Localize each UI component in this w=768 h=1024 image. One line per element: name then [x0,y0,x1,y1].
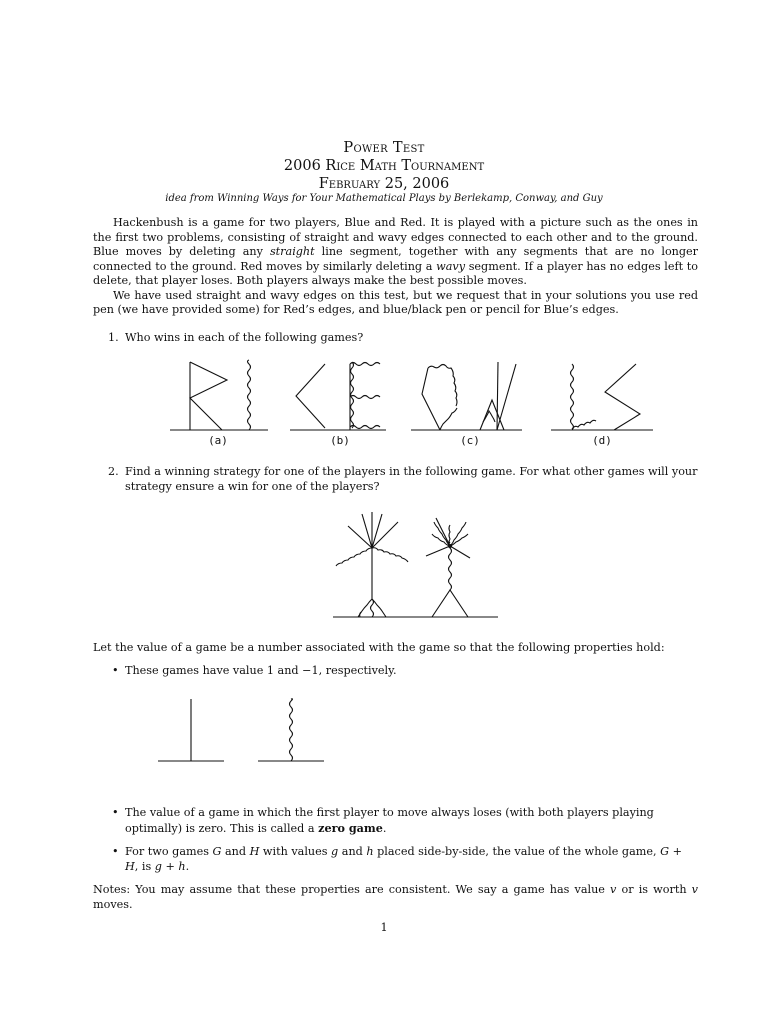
var-v: v [610,883,617,896]
bullet-2-text-a: The value of a game in which the first player to move always loses (with both players playing optimally) is zero. This is called a [125,806,654,835]
intro-p1-b: line segment, together with any segments that are no longer connected to the ground. Red moves by similarly deleting a [93,245,699,273]
expr-G-plus-H: G + H [125,845,682,873]
figure-d-label: (d) [592,434,612,447]
figure-b-label: (b) [330,434,350,447]
figure-a-label: (a) [208,434,228,447]
problem-2-text: Find a winning strategy for one of the players in the following game. For what other games will your strategy ensure a win for one of the players? [125,465,698,493]
bullet-dot: • [112,845,119,858]
problem-1-text: Who wins in each of the following games? [125,331,364,344]
intro-p1-straight: straight [269,245,315,258]
var-g: g [331,845,339,858]
zero-game-term: zero game [318,820,383,835]
value-definition: Let the value of a game be a number associated with the game so that the following properties hold: [93,641,665,654]
intro-p1-wavy: wavy [436,259,466,273]
problem-1-number: 1. [108,331,119,344]
bullet-1-text: These games have value 1 and −1, respectively. [125,664,397,677]
value-one-figure [158,699,224,761]
bullet-3-and2: and [338,845,367,858]
intro-p1-c: segment. If a player has no edges left to delete, that player loses. Both players always make the best possible moves. [93,259,699,287]
intro-paragraph-2: We have used straight and wavy edges on this test, but we request that in your solutions you use red pen (we have provided some) for Red’s edges, and blue/black pen or pencil for Blue’s edges. [93,288,698,316]
var-H: H [249,845,260,858]
event-title: 2006 Rice Math Tournament [283,158,485,174]
bullet-3-mid: placed side-by-side, the value of the whole game, [373,845,661,858]
bullet-3-with: with values [259,845,332,858]
notes [93,883,698,912]
bullet-dot: • [112,664,119,677]
var-h: h [366,845,374,858]
test-title: Power Test [343,140,425,156]
bullet-3-and: and [221,845,250,858]
bullet-3-text [125,845,698,874]
value-minus-one-figure [258,699,324,761]
bullet-3-end: . [185,859,190,873]
bullet-dot: • [112,806,119,819]
var-G: G [212,845,222,858]
problem-2-number: 2. [108,465,119,478]
page-number: 1 [380,921,388,934]
bullet-3-a: For two games [125,845,213,858]
notes-b: or is worth [616,883,692,896]
expr-g-plus-h: g + h [154,859,186,873]
credit-line: idea from Winning Ways for Your Mathematical Plays by Berlekamp, Conway, and Guy [165,193,603,204]
bullet-3 [112,845,698,875]
intro-p1-a: Hackenbush is a game for two players, Blue and Red. It is played with a picture such as the ones in the first two problems, consisting of straight and wavy edges connected to each other and to the ground. Blue moves by deleting any [93,216,698,258]
bullet-2-text [125,806,698,836]
notes-c: moves. [93,897,133,911]
bullet-3-is: , is [134,859,155,873]
bullet-2-text-b: . [382,821,387,835]
event-date: February 25, 2006 [318,176,450,192]
var-v: v [691,883,698,896]
figure-c-label: (c) [460,434,480,447]
notes-a: Notes: You may assume that these properties are consistent. We say a game has value [93,883,611,896]
bullet-2 [112,806,698,836]
